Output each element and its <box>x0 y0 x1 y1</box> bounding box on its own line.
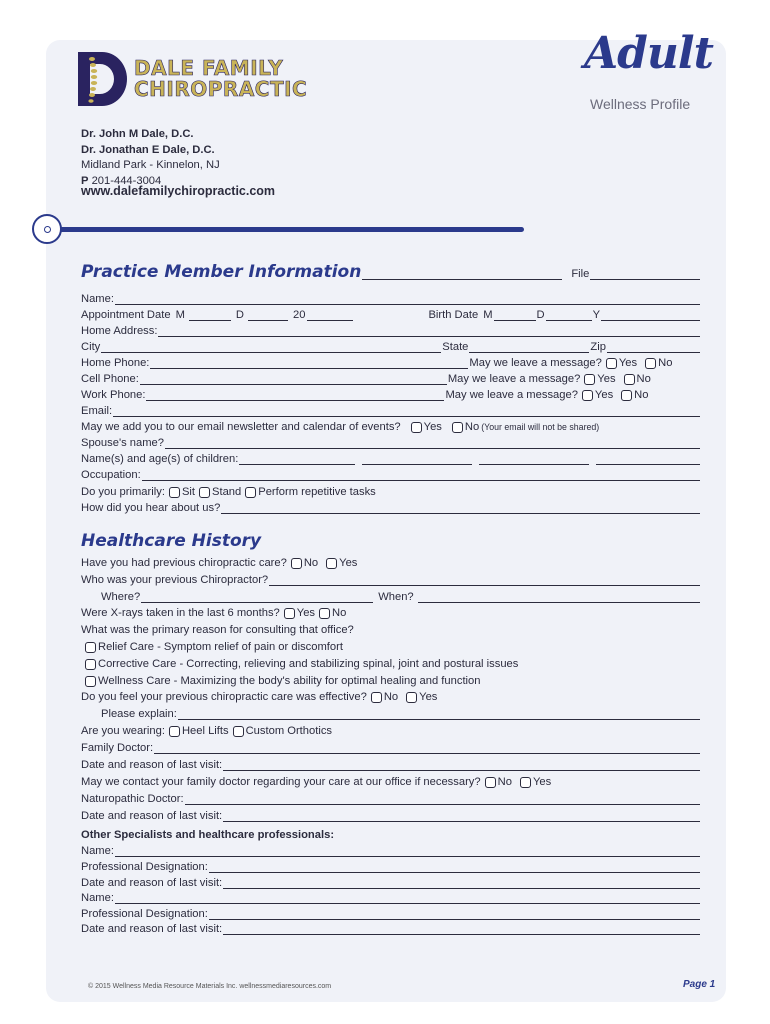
primarily-label: Do you primarily: <box>81 486 165 498</box>
appt-year-label: 20 <box>292 309 306 321</box>
newsletter-label: May we add you to our email newsletter and calendar of events? <box>81 421 401 433</box>
contact-yes-checkbox[interactable] <box>520 777 531 788</box>
form-subtitle: Wellness Profile <box>590 96 691 112</box>
yes-label: Yes <box>618 357 638 369</box>
explain-row <box>81 706 701 722</box>
naturopathic-label: Naturopathic Doctor: <box>81 793 184 805</box>
logo-icon <box>78 50 128 108</box>
home-phone-label: Home Phone: <box>81 357 150 369</box>
email-field[interactable] <box>113 406 700 417</box>
primarily-row <box>81 484 701 500</box>
hear-field[interactable] <box>221 503 700 514</box>
family-doctor-field[interactable] <box>154 743 700 754</box>
no-label: No <box>658 357 673 369</box>
naturopathic-last-visit-row <box>81 808 701 824</box>
previous-care-yes-checkbox[interactable] <box>326 558 337 569</box>
effective-no-checkbox[interactable] <box>371 692 382 703</box>
doctor-1: Dr. John M Dale, D.C. <box>81 128 194 140</box>
reason-label: What was the primary reason for consulting that office? <box>81 624 354 636</box>
name-row <box>81 291 701 307</box>
specialist-1-last-visit-field[interactable] <box>223 878 700 889</box>
name-label: Name: <box>81 293 114 305</box>
cell-phone-field[interactable] <box>140 374 447 385</box>
effective-row <box>81 689 701 705</box>
corrective-row <box>81 656 701 672</box>
footer-copyright: © 2015 Wellness Media Resource Materials Inc. wellnessmediaresources.com <box>88 983 332 990</box>
newsletter-no-checkbox[interactable] <box>452 422 463 433</box>
form-title: Adult <box>584 28 713 79</box>
xrays-label: Were X-rays taken in the last 6 months? <box>81 607 280 619</box>
other-specialists-label: Other Specialists and healthcare professionals: <box>81 829 335 841</box>
leave-msg-label: May we leave a message? <box>445 389 578 401</box>
previous-chiro-label: Who was your previous Chiropractor? <box>81 574 269 586</box>
last-visit-label: Date and reason of last visit: <box>81 923 223 935</box>
specialist-name-label: Name: <box>81 845 114 857</box>
specialist-2-designation-row <box>81 906 701 922</box>
appt-year-field[interactable] <box>307 310 353 321</box>
specialist-2-name-row <box>81 890 701 906</box>
relief-checkbox[interactable] <box>85 642 96 653</box>
cell-msg-yes-checkbox[interactable] <box>584 374 595 385</box>
relief-label: Relief Care - Symptom relief of pain or discomfort <box>98 641 343 653</box>
logo-line-1: DALE FAMILY <box>134 56 284 80</box>
home-msg-yes-checkbox[interactable] <box>606 358 617 369</box>
city-field[interactable] <box>101 342 441 353</box>
state-field[interactable] <box>469 342 589 353</box>
practice-contact-block <box>81 127 220 189</box>
logo-wordmark <box>134 58 307 100</box>
yes-label: Yes <box>532 776 552 788</box>
home-msg-no-checkbox[interactable] <box>645 358 656 369</box>
previous-chiro-field[interactable] <box>269 575 700 586</box>
city-label: City <box>81 341 101 353</box>
email-row <box>81 403 701 419</box>
when-label: When? <box>378 591 414 603</box>
birth-day-field[interactable] <box>546 310 592 321</box>
yes-label: Yes <box>339 557 358 569</box>
no-label: No <box>497 776 512 788</box>
previous-chiro-row <box>81 572 701 588</box>
specialist-2-last-visit-field[interactable] <box>223 924 700 935</box>
corrective-label: Corrective Care - Correcting, relieving and stabilizing spinal, joint and postural issues <box>98 658 519 670</box>
newsletter-note: (Your email will not be shared) <box>481 422 600 432</box>
section-title-practice: Practice Member Information <box>81 262 362 282</box>
specialist-2-last-visit-row <box>81 921 701 937</box>
header-divider <box>52 227 524 232</box>
spouse-label: Spouse's name? <box>81 437 164 449</box>
page-number: Page 1 <box>683 979 716 990</box>
phone-prefix: P <box>81 174 89 187</box>
phone: 201-444-3004 <box>91 174 162 187</box>
previous-care-no-checkbox[interactable] <box>291 558 302 569</box>
contact-no-checkbox[interactable] <box>485 777 496 788</box>
no-label: No <box>464 421 480 433</box>
heel-label: Heel Lifts <box>181 725 229 737</box>
address-row <box>81 323 701 339</box>
appt-label: Appointment Date <box>81 309 171 321</box>
wellness-label: Wellness Care - Maximizing the body's ability for optimal healing and function <box>98 675 481 687</box>
family-doctor-label: Family Doctor: <box>81 742 154 754</box>
repetitive-checkbox[interactable] <box>245 487 256 498</box>
appt-m-label: M <box>175 309 185 321</box>
spouse-row <box>81 435 701 451</box>
where-when-row <box>81 589 701 605</box>
last-visit-label: Date and reason of last visit: <box>81 810 223 822</box>
divider-circle-icon <box>32 214 62 244</box>
hear-row <box>81 500 701 516</box>
naturopathic-last-visit-field[interactable] <box>223 811 700 822</box>
previous-care-label: Have you had previous chiropractic care? <box>81 557 287 569</box>
stand-label: Stand <box>212 486 242 498</box>
last-visit-label: Date and reason of last visit: <box>81 877 223 889</box>
family-doctor-row <box>81 740 701 756</box>
specialist-2-designation-field[interactable] <box>209 909 700 920</box>
file-label: File <box>571 268 590 280</box>
explain-label: Please explain: <box>101 708 177 720</box>
corrective-checkbox[interactable] <box>85 659 96 670</box>
child-3-field[interactable] <box>479 454 589 465</box>
last-visit-label: Date and reason of last visit: <box>81 759 223 771</box>
practice-title-row <box>81 262 701 282</box>
address-field[interactable] <box>158 326 700 337</box>
child-1-field[interactable] <box>239 454 355 465</box>
home-phone-field[interactable] <box>150 358 468 369</box>
specialist-1-name-row <box>81 843 701 859</box>
other-specialists-row <box>81 827 701 843</box>
xrays-yes-checkbox[interactable] <box>284 608 295 619</box>
no-label: No <box>303 557 319 569</box>
stand-checkbox[interactable] <box>199 487 210 498</box>
spouse-field[interactable] <box>165 438 700 449</box>
zip-field[interactable] <box>607 342 700 353</box>
where-label: Where? <box>101 591 141 603</box>
designation-label: Professional Designation: <box>81 908 208 920</box>
contact-doctor-label: May we contact your family doctor regarding your care at our office if necessary? <box>81 776 481 788</box>
work-phone-row <box>81 387 701 403</box>
birth-d-label: D <box>536 309 545 321</box>
sit-checkbox[interactable] <box>169 487 180 498</box>
birth-year-field[interactable] <box>601 310 700 321</box>
child-4-field[interactable] <box>596 454 700 465</box>
wearing-label: Are you wearing: <box>81 725 165 737</box>
no-label: No <box>636 373 651 385</box>
appt-month-field[interactable] <box>189 310 231 321</box>
wellness-checkbox[interactable] <box>85 676 96 687</box>
birth-label: Birth Date <box>428 309 479 321</box>
naturopathic-row <box>81 791 701 807</box>
dates-row <box>81 307 701 323</box>
no-label: No <box>332 607 347 619</box>
address-label: Home Address: <box>81 325 158 337</box>
yes-label: Yes <box>296 607 316 619</box>
birth-month-field[interactable] <box>494 310 536 321</box>
heel-lifts-checkbox[interactable] <box>169 726 180 737</box>
section-title-history: Healthcare History <box>81 531 262 551</box>
appt-d-label: D <box>235 309 244 321</box>
reason-row <box>81 622 701 638</box>
occupation-row <box>81 467 701 483</box>
file-field[interactable] <box>590 269 700 280</box>
orthotics-checkbox[interactable] <box>233 726 244 737</box>
occupation-label: Occupation: <box>81 469 141 481</box>
state-label: State <box>442 341 469 353</box>
doctor-2: Dr. Jonathan E Dale, D.C. <box>81 143 215 156</box>
relief-row <box>81 639 701 655</box>
orthotics-label: Custom Orthotics <box>245 725 333 737</box>
title-underline <box>362 269 562 280</box>
specialist-2-name-field[interactable] <box>115 893 700 904</box>
xrays-row <box>81 605 701 621</box>
home-phone-row <box>81 355 701 371</box>
previous-care-row <box>81 555 701 571</box>
work-msg-yes-checkbox[interactable] <box>582 390 593 401</box>
when-field[interactable] <box>418 592 700 603</box>
city-row <box>81 339 701 355</box>
naturopathic-field[interactable] <box>185 794 700 805</box>
repetitive-label: Perform repetitive tasks <box>258 486 376 498</box>
wellness-row <box>81 673 701 689</box>
family-last-visit-field[interactable] <box>223 760 700 771</box>
name-field[interactable] <box>115 294 700 305</box>
specialist-1-designation-field[interactable] <box>209 862 700 873</box>
specialist-1-name-field[interactable] <box>115 846 700 857</box>
effective-label: Do you feel your previous chiropractic care was effective? <box>81 691 367 703</box>
logo-line-2: CHIROPRACTIC <box>134 77 308 101</box>
family-last-visit-row <box>81 757 701 773</box>
sit-label: Sit <box>181 486 195 498</box>
cell-msg-no-checkbox[interactable] <box>624 374 635 385</box>
occupation-field[interactable] <box>142 470 700 481</box>
leave-msg-label: May we leave a message? <box>469 357 602 369</box>
wearing-row <box>81 723 701 739</box>
website-link[interactable]: www.dalefamilychiropractic.com <box>81 184 276 198</box>
location: Midland Park - Kinnelon, NJ <box>81 159 220 171</box>
email-label: Email: <box>81 405 113 417</box>
work-phone-label: Work Phone: <box>81 389 146 401</box>
leave-msg-label: May we leave a message? <box>447 373 581 385</box>
birth-y-label: Y <box>592 309 601 321</box>
yes-label: Yes <box>597 373 616 385</box>
cell-phone-label: Cell Phone: <box>81 373 139 385</box>
cell-phone-row <box>81 371 701 387</box>
child-2-field[interactable] <box>362 454 472 465</box>
no-label: No <box>634 389 649 401</box>
children-row <box>81 451 701 467</box>
specialist-1-designation-row <box>81 859 701 875</box>
children-label: Name(s) and age(s) of children: <box>81 453 239 465</box>
designation-label: Professional Designation: <box>81 861 208 873</box>
where-field[interactable] <box>141 592 373 603</box>
yes-label: Yes <box>423 421 442 433</box>
specialist-1-last-visit-row <box>81 875 701 891</box>
newsletter-row <box>81 419 701 435</box>
work-phone-field[interactable] <box>146 390 444 401</box>
yes-label: Yes <box>594 389 614 401</box>
work-msg-no-checkbox[interactable] <box>621 390 632 401</box>
zip-label: Zip <box>590 341 606 353</box>
appt-day-field[interactable] <box>248 310 288 321</box>
newsletter-yes-checkbox[interactable] <box>411 422 422 433</box>
contact-doctor-row <box>81 774 701 790</box>
effective-yes-checkbox[interactable] <box>406 692 417 703</box>
specialist-name-label: Name: <box>81 892 114 904</box>
hear-label: How did you hear about us? <box>81 502 221 514</box>
explain-field[interactable] <box>178 709 700 720</box>
birth-m-label: M <box>483 309 493 321</box>
yes-label: Yes <box>419 691 438 703</box>
xrays-no-checkbox[interactable] <box>319 608 330 619</box>
no-label: No <box>383 691 399 703</box>
